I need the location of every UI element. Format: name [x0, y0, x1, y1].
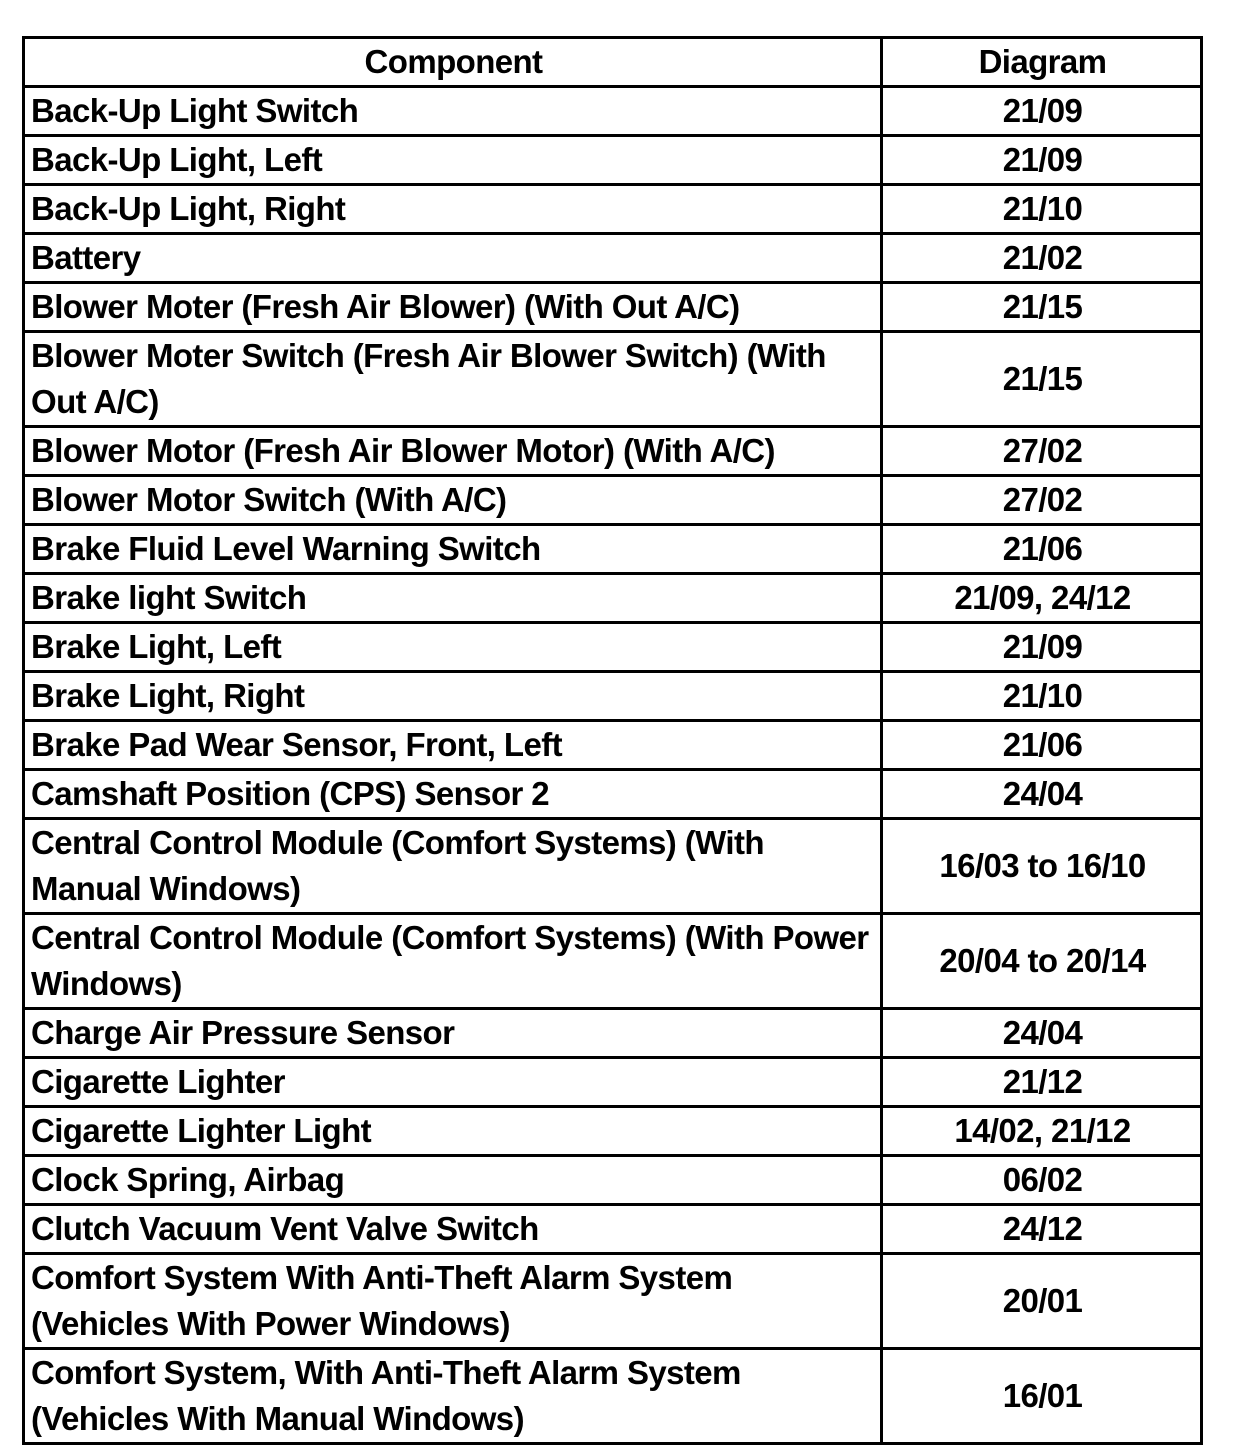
component-cell: Brake Fluid Level Warning Switch [24, 525, 882, 574]
diagram-cell: 21/10 [882, 672, 1202, 721]
diagram-cell: 27/02 [882, 476, 1202, 525]
component-cell: Back-Up Light Switch [24, 87, 882, 136]
diagram-cell: 21/09 [882, 87, 1202, 136]
diagram-cell: 24/04 [882, 1009, 1202, 1058]
diagram-cell: 21/06 [882, 525, 1202, 574]
table-row [24, 1349, 1202, 1444]
diagram-cell: 16/01 [882, 1349, 1202, 1444]
diagram-cell: 21/09, 24/12 [882, 574, 1202, 623]
table-row [24, 1205, 1202, 1254]
component-cell: Cigarette Lighter Light [24, 1107, 882, 1156]
diagram-cell: 24/12 [882, 1205, 1202, 1254]
component-diagram-table [22, 36, 1203, 1445]
component-cell: Comfort System, With Anti-Theft Alarm System (Vehicles With Manual Windows) [24, 1349, 882, 1444]
component-cell: Brake light Switch [24, 574, 882, 623]
component-cell: Brake Light, Left [24, 623, 882, 672]
table-header-row [24, 38, 1202, 87]
diagram-cell: 21/15 [882, 332, 1202, 427]
component-cell: Blower Motor Switch (With A/C) [24, 476, 882, 525]
diagram-cell: 21/09 [882, 623, 1202, 672]
table-row [24, 234, 1202, 283]
diagram-cell: 14/02, 21/12 [882, 1107, 1202, 1156]
component-cell: Blower Motor (Fresh Air Blower Motor) (With A/C) [24, 427, 882, 476]
table-row [24, 136, 1202, 185]
component-cell: Brake Light, Right [24, 672, 882, 721]
table-row [24, 1009, 1202, 1058]
table-row [24, 283, 1202, 332]
diagram-cell: 21/15 [882, 283, 1202, 332]
table-row [24, 476, 1202, 525]
table-row [24, 1156, 1202, 1205]
table-row [24, 721, 1202, 770]
column-header-diagram: Diagram [882, 38, 1202, 87]
component-cell: Camshaft Position (CPS) Sensor 2 [24, 770, 882, 819]
table-row [24, 332, 1202, 427]
diagram-cell: 21/02 [882, 234, 1202, 283]
component-cell: Charge Air Pressure Sensor [24, 1009, 882, 1058]
component-cell: Blower Moter (Fresh Air Blower) (With Out A/C) [24, 283, 882, 332]
diagram-cell: 20/04 to 20/14 [882, 914, 1202, 1009]
column-header-component: Component [24, 38, 882, 87]
diagram-cell: 21/09 [882, 136, 1202, 185]
component-cell: Clock Spring, Airbag [24, 1156, 882, 1205]
table-row [24, 1107, 1202, 1156]
component-cell: Back-Up Light, Right [24, 185, 882, 234]
diagram-cell: 21/06 [882, 721, 1202, 770]
component-cell: Central Control Module (Comfort Systems) (With Manual Windows) [24, 819, 882, 914]
component-cell: Comfort System With Anti-Theft Alarm System (Vehicles With Power Windows) [24, 1254, 882, 1349]
diagram-cell: 21/10 [882, 185, 1202, 234]
component-cell: Blower Moter Switch (Fresh Air Blower Switch) (With Out A/C) [24, 332, 882, 427]
component-cell: Brake Pad Wear Sensor, Front, Left [24, 721, 882, 770]
component-cell: Clutch Vacuum Vent Valve Switch [24, 1205, 882, 1254]
table-row [24, 770, 1202, 819]
table-row [24, 427, 1202, 476]
table-row [24, 914, 1202, 1009]
table-row [24, 574, 1202, 623]
diagram-cell: 27/02 [882, 427, 1202, 476]
table-row [24, 672, 1202, 721]
diagram-cell: 06/02 [882, 1156, 1202, 1205]
component-cell: Cigarette Lighter [24, 1058, 882, 1107]
diagram-cell: 21/12 [882, 1058, 1202, 1107]
component-cell: Central Control Module (Comfort Systems) (With Power Windows) [24, 914, 882, 1009]
table-row [24, 185, 1202, 234]
diagram-cell: 20/01 [882, 1254, 1202, 1349]
table-row [24, 87, 1202, 136]
diagram-cell: 24/04 [882, 770, 1202, 819]
table-row [24, 1254, 1202, 1349]
table-row [24, 623, 1202, 672]
table-row [24, 819, 1202, 914]
diagram-cell: 16/03 to 16/10 [882, 819, 1202, 914]
component-cell: Back-Up Light, Left [24, 136, 882, 185]
table-row [24, 525, 1202, 574]
component-cell: Battery [24, 234, 882, 283]
table-row [24, 1058, 1202, 1107]
